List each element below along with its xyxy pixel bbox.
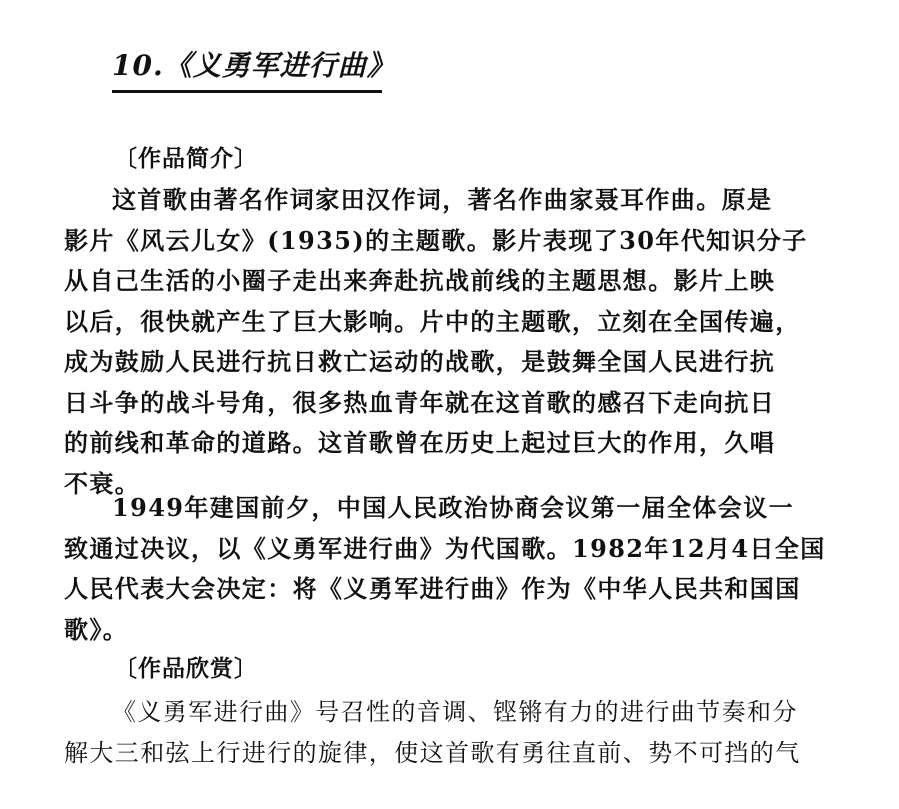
intro-paragraph-1 <box>64 180 808 504</box>
page-title: 10.《义勇军进行曲》 <box>112 49 396 82</box>
text-line: 不衰。 <box>64 468 141 498</box>
text-line: 从自己生活的小圈子走出来奔赴抗战前线的主题思想。影片上映 <box>64 266 776 295</box>
text-line: 以后，很快就产生了巨大影响。片中的主题歌，立刻在全国传遍， <box>64 306 801 336</box>
text-line: 影片《风云儿女》(1935)的主题歌。影片表现了30年代知识分子 <box>64 225 808 255</box>
text-line: 致通过决议，以《义勇军进行曲》为代国歌。1982年12月4日全国 <box>64 533 826 563</box>
title-underline <box>112 90 382 93</box>
intro-paragraph-2 <box>64 488 826 650</box>
text-line: 成为鼓励人民进行抗日救亡运动的战歌，是鼓舞全国人民进行抗 <box>64 347 776 376</box>
text-line: 《义勇军进行曲》号召性的音调、铿锵有力的进行曲节奏和分 <box>112 698 798 726</box>
text-line: 歌》。 <box>64 614 129 644</box>
text-line: 这首歌由著名作词家田汉作词，著名作曲家聂耳作曲。原是 <box>112 185 773 214</box>
text-line: 1949年建国前夕，中国人民政治协商会议第一届全体会议一 <box>112 493 794 522</box>
section-heading-appreciation: 〔作品欣赏〕 <box>114 655 258 682</box>
appreciation-paragraph-1 <box>64 692 804 773</box>
text-line: 人民代表大会决定：将《义勇军进行曲》作为《中华人民共和国国 <box>64 574 801 603</box>
text-line: 日斗争的战斗号角，很多热血青年就在这首歌的感召下走向抗日 <box>64 387 776 417</box>
section-heading-intro: 〔作品简介〕 <box>114 145 258 172</box>
text-line: 解大三和弦上行进行的旋律，使这首歌有勇往直前、势不可挡的气 <box>64 738 801 767</box>
text-line: 的前线和革命的道路。这首歌曾在历史上起过巨大的作用，久唱 <box>64 428 776 457</box>
